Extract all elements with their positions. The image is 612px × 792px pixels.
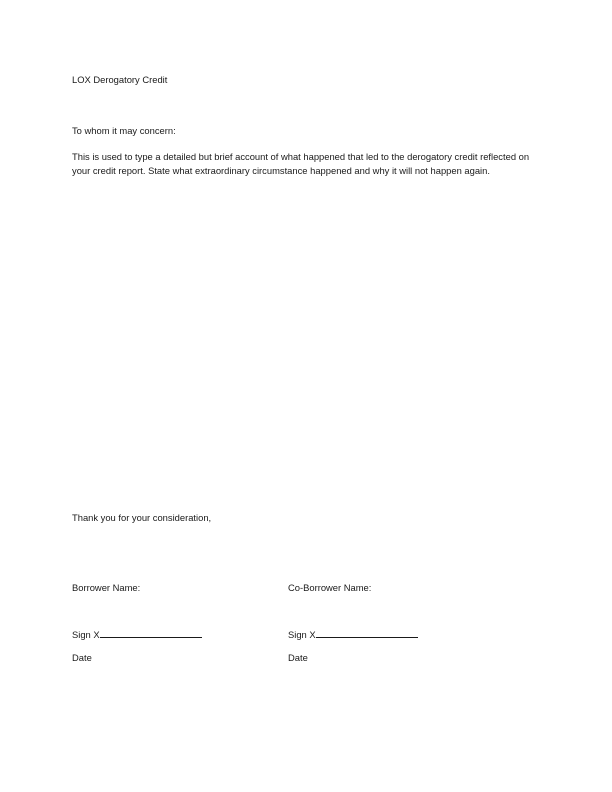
co-borrower-name-label: Co-Borrower Name: bbox=[288, 582, 372, 593]
co-borrower-sign-row bbox=[288, 628, 418, 642]
borrower-name-label: Borrower Name: bbox=[72, 582, 141, 593]
co-borrower-sign-label: Sign X bbox=[288, 629, 316, 640]
co-borrower-signature-line bbox=[316, 628, 418, 638]
salutation: To whom it may concern: bbox=[72, 125, 176, 136]
borrower-date-label: Date bbox=[72, 652, 92, 663]
borrower-signature-line bbox=[100, 628, 202, 638]
borrower-sign-row bbox=[72, 628, 202, 642]
borrower-sign-label: Sign X bbox=[72, 629, 100, 640]
closing-line: Thank you for your consideration, bbox=[72, 512, 212, 523]
co-borrower-date-label: Date bbox=[288, 652, 308, 663]
letter-body: This is used to type a detailed but brief account of what happened that led to the derogatory credit reflected on your credit report. State what extraordinary circumstance happened and why it will not happen again. bbox=[72, 151, 530, 176]
document-title: LOX Derogatory Credit bbox=[72, 74, 168, 85]
